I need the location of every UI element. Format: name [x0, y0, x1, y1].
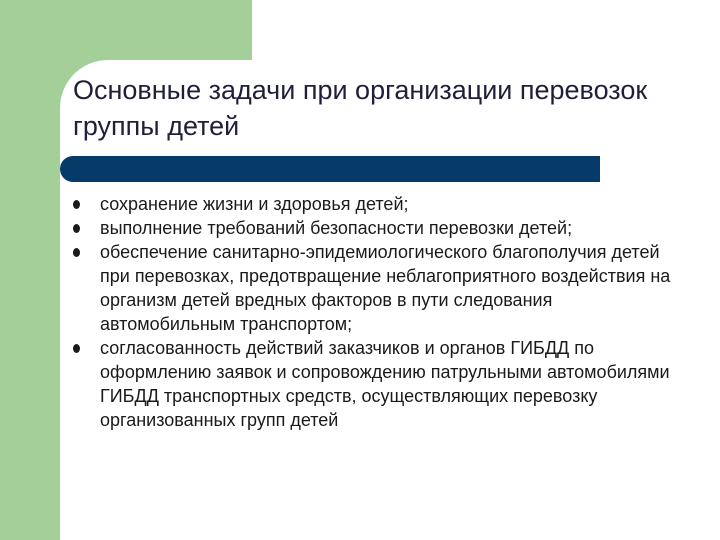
- bullet-dot-icon: [73, 224, 80, 233]
- list-item-text: согласованность действий заказчиков и органов ГИБДД по оформлению заявок и сопровождению патрульными автомобилями ГИБДД транспортных средств, осуществляющих перевозку организованных групп детей: [100, 338, 670, 430]
- title-underline-bar: [60, 156, 600, 182]
- bullet-dot-icon: [73, 248, 80, 257]
- list-item-text: сохранение жизни и здоровья детей;: [100, 194, 409, 214]
- list-item: [72, 216, 672, 240]
- list-item: [72, 192, 672, 216]
- bullet-dot-icon: [73, 344, 80, 353]
- list-item: [72, 240, 672, 336]
- list-item: [72, 336, 672, 432]
- list-item-text: выполнение требований безопасности перевозки детей;: [100, 218, 573, 238]
- slide-title: Основные задачи при организации перевозок группы детей: [73, 75, 648, 141]
- bullet-list: [72, 192, 672, 432]
- bullet-dot-icon: [73, 200, 80, 209]
- list-item-text: обеспечение санитарно-эпидемиологического благополучия детей при перевозках, предотвращение неблагоприятного воздействия на организм детей вредных факторов в пути следования автомобильным транспортом;: [100, 242, 671, 334]
